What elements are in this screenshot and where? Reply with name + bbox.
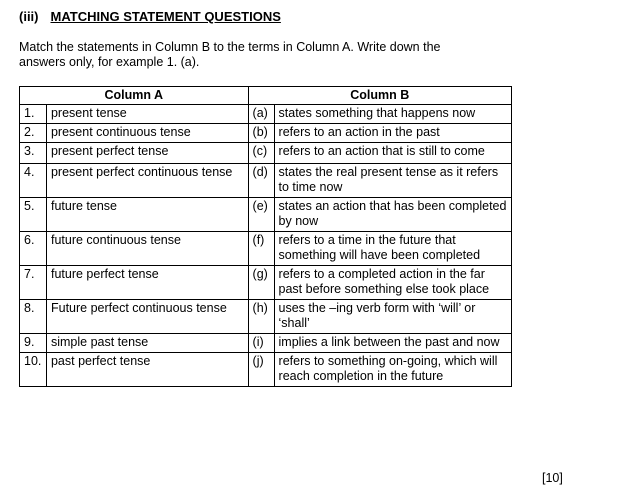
instructions-text: Match the statements in Column B to the terms in Column A. Write down the answers only, for example 1. (a). (19, 40, 441, 69)
term-text: future perfect tense (46, 266, 248, 300)
statement-letter: (b) (248, 124, 274, 143)
question-number: (iii) (19, 9, 39, 24)
table-header-row (20, 87, 512, 105)
table-row (20, 300, 512, 334)
term-number: 7. (20, 266, 47, 300)
column-b-header: Column B (248, 87, 511, 105)
statement-text: states the real present tense as it refers to time now (274, 164, 511, 198)
statement-letter: (d) (248, 164, 274, 198)
statement-text: states an action that has been completed by now (274, 198, 511, 232)
term-text: simple past tense (46, 334, 248, 353)
term-text: present tense (46, 105, 248, 124)
table-row (20, 164, 512, 198)
term-number: 5. (20, 198, 47, 232)
statement-letter: (j) (248, 353, 274, 387)
table-row (20, 198, 512, 232)
table-row (20, 334, 512, 353)
statement-letter: (i) (248, 334, 274, 353)
table-row (20, 353, 512, 387)
statement-text: refers to a time in the future that something will have been completed (274, 232, 511, 266)
statement-letter: (g) (248, 266, 274, 300)
question-title: MATCHING STATEMENT QUESTIONS (50, 9, 281, 24)
statement-letter: (h) (248, 300, 274, 334)
question-heading (19, 9, 281, 24)
table-row (20, 105, 512, 124)
column-a-header: Column A (20, 87, 249, 105)
statement-text: refers to a completed action in the far past before something else took place (274, 266, 511, 300)
term-number: 4. (20, 164, 47, 198)
statement-letter: (f) (248, 232, 274, 266)
matching-table (19, 86, 512, 387)
statement-text: refers to something on-going, which will reach completion in the future (274, 353, 511, 387)
term-text: present perfect tense (46, 143, 248, 164)
table-row (20, 232, 512, 266)
table-row (20, 143, 512, 164)
statement-letter: (a) (248, 105, 274, 124)
statement-text: states something that happens now (274, 105, 511, 124)
term-text: future tense (46, 198, 248, 232)
term-number: 6. (20, 232, 47, 266)
statement-text: refers to an action in the past (274, 124, 511, 143)
term-number: 3. (20, 143, 47, 164)
term-text: past perfect tense (46, 353, 248, 387)
table-row (20, 124, 512, 143)
term-number: 10. (20, 353, 47, 387)
term-text: future continuous tense (46, 232, 248, 266)
table-row (20, 266, 512, 300)
statement-letter: (c) (248, 143, 274, 164)
marks-total: [10] (542, 471, 563, 485)
term-text: Future perfect continuous tense (46, 300, 248, 334)
term-number: 1. (20, 105, 47, 124)
statement-letter: (e) (248, 198, 274, 232)
term-number: 8. (20, 300, 47, 334)
term-number: 9. (20, 334, 47, 353)
statement-text: uses the –ing verb form with ‘will’ or ‘shall’ (274, 300, 511, 334)
term-number: 2. (20, 124, 47, 143)
statement-text: refers to an action that is still to come (274, 143, 511, 164)
term-text: present perfect continuous tense (46, 164, 248, 198)
statement-text: implies a link between the past and now (274, 334, 511, 353)
term-text: present continuous tense (46, 124, 248, 143)
